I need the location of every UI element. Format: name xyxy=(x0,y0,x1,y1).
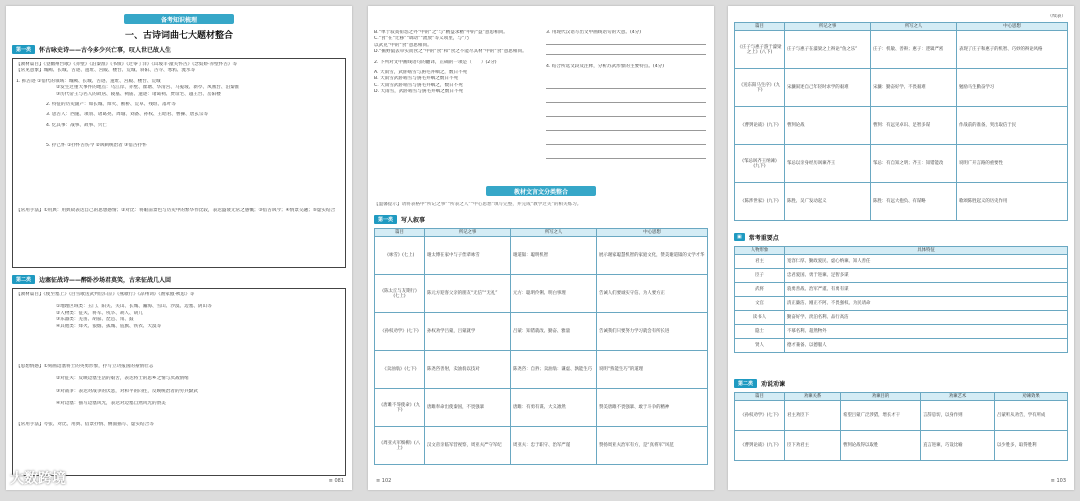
text-line: ③对战争：表达对战争的厌恶，对和平的向往，反映统治者的穷兵黩武 xyxy=(56,388,198,394)
table-cell: 骁勇善战、治军严谨、有勇有谋 xyxy=(785,283,1068,297)
table-cell: 宋濂：勤奋好学、不畏艰难 xyxy=(871,69,957,107)
table-cell: 《唐雎不辱使命》(九下) xyxy=(375,389,425,427)
table-cell: 曹刿：有远见卓识、足智多谋 xyxy=(871,107,957,145)
tip-text: 【温馨提示】请将表格中“所记之事”“所表之人”“中心思想”填写完整，并完成“教学过关”的相关练习。 xyxy=(374,202,582,207)
section-title: 边塞征战诗——醉卧沙场君莫笑，古来征战几人回 xyxy=(39,276,172,284)
table-cell: 唐雎奉命出使秦国，不畏强暴 xyxy=(425,389,511,427)
table-cell: 告诫人们要诚实守信、为人要方正 xyxy=(597,275,708,313)
table-cell: 告诫我们只要努力学习就会有所长进 xyxy=(597,313,708,351)
table-row xyxy=(735,401,1068,431)
column-header: 具体特征 xyxy=(785,247,1068,255)
text-line: ②对征夫：反映边塞生活的艰苦，表达将士的思乡之情与厌战情绪 xyxy=(56,376,189,382)
text-line: 【教材篇目】《使至塞上》《白雪歌送武判官归京》《燕歌行》《凉州词》《渔家傲·秋思》等 xyxy=(16,292,195,297)
table-cell: 宋濂叙述自己年轻时求学的艰难 xyxy=(785,69,871,107)
text-line: D.“掘野鼠去草实而食之”中的“食”和“食之不能尽其材”中的“食”意思相同。 xyxy=(374,49,527,55)
text-line: 【常用手法】①用典：用典故表达自己的思想感情；②对比：将眼前景色与历史中的繁华作比较，表达盛衰无常之感慨；③借古讽今；④情景交融；⑤虚实结合 xyxy=(16,207,336,213)
table-cell: 《周亚夫军细柳》(八上) xyxy=(375,427,425,465)
table-row xyxy=(735,283,1068,297)
table-cell: 《陈太丘与友期行》(七上) xyxy=(375,275,425,313)
page-number: ≡ 103 xyxy=(1050,478,1066,484)
table-row xyxy=(735,107,1068,145)
table-cell: 勉励马生勤奋学习 xyxy=(957,69,1068,107)
text-line: 3. 思古人：西施、项羽、诸葛亮、周瑜、刘备、孙权、王昭君、曹操、唐玄宗等 xyxy=(46,112,209,118)
text-line: ①地理区域类：玉门、阳关、关山、长城、瀚海、雪山、沙漠、边塞、阴山等 xyxy=(56,304,212,310)
table-cell: 赞扬周亚夫治军有方，是“真将军”风范 xyxy=(597,427,708,465)
table-cell: 谢太傅在家中与子侄辈咏雪 xyxy=(425,237,511,275)
table-cell: 不慕名利、超然物外 xyxy=(785,325,1068,339)
table-cell: 《孙权劝学》(七下) xyxy=(375,313,425,351)
text-line: ②发生过重大事件的地点：乌江岸、赤壁、瞿塘、华清宫、马嵬坡、新亭、凤凰台、泊秦淮 xyxy=(56,85,240,91)
table-cell: 臣下劝君主 xyxy=(785,431,841,461)
text-line: D. 天雨雪，武卧啮雪与旃毛并咽之数日不死 xyxy=(374,89,464,95)
page-number: ≡ 102 xyxy=(376,478,392,484)
table-row xyxy=(375,351,708,389)
table-cell: 表现了庄子和惠子的机智、巧妙的辩论风格 xyxy=(957,31,1068,69)
table-cell: 汉文帝亲临军营视察，周亚夫严守军纪 xyxy=(425,427,511,465)
table-cell: 邹忌：有自知之明；齐王：知错能改 xyxy=(871,145,957,183)
section-title: 怀古咏史诗——古今多少兴亡事，叹人世已故人生 xyxy=(39,46,172,54)
lesson-table xyxy=(374,228,708,465)
text-line: 以武克”中的“食”意思相同。 xyxy=(374,42,432,48)
column-header: 所记之事 xyxy=(425,229,511,237)
table-row xyxy=(375,427,708,465)
column-header: 劝谏目的 xyxy=(841,393,921,401)
text-line: B.“单于寂寞衔怨之外”中的“之”与“精益求精”中的“益”意思相同。 xyxy=(374,30,508,35)
section-content-2 xyxy=(12,288,346,476)
table-cell: 陈元方迎客父亲的朋友“无信”“无礼” xyxy=(425,275,511,313)
column-header: 篇目 xyxy=(375,229,425,237)
text-line: 1. 抓古迹 ①借代的领域：城阙、长城、古迹、遗址、宫殿、楼台、荒城 xyxy=(16,78,161,84)
text-line: C. 天雨雪武卧啮雪与旃毛并咽之，数日不死 xyxy=(374,82,463,88)
text-line: 4. 结合所选文段及注释，分析苏武形象的主要特点。(4分) xyxy=(546,64,665,70)
section-number: 第一类 xyxy=(374,215,397,224)
table-cell: 言辞恳切，以身作则 xyxy=(921,401,995,431)
table-row xyxy=(735,31,1068,69)
table-cell: 庄子：机敏、善辩；惠子：逻辑严密 xyxy=(871,31,957,69)
table-cell: 《曹刿论战》(九下) xyxy=(735,431,785,461)
table-cell: 勤奋好学、淡泊名利、品行高洁 xyxy=(785,311,1068,325)
table-cell: 赞美唐雎不畏强暴、敢于斗争的精神 xyxy=(597,389,708,427)
banner-label: 教材文言文分类整合 xyxy=(486,186,596,196)
table-row xyxy=(375,275,708,313)
text-line: ④其他类：烽火、狼烟、孤城、旌旗、铁衣、大漠等 xyxy=(56,323,162,329)
section-heading xyxy=(374,214,425,224)
table-cell: 唐雎：有勇有谋、大义凛然 xyxy=(511,389,597,427)
table-cell: 德才兼备、以德服人 xyxy=(785,339,1068,353)
banner-label: 备考知识梳理 xyxy=(124,14,234,24)
table-row xyxy=(375,313,708,351)
table-cell: 周亚夫：忠于职守、治军严谨 xyxy=(511,427,597,465)
table-row xyxy=(735,297,1068,311)
table-cell: 陈尧咨：自矜；卖油翁：谦虚、孰能生巧 xyxy=(511,351,597,389)
column-header: 劝谏艺术 xyxy=(921,393,995,401)
table-cell: 君主劝臣下 xyxy=(785,401,841,431)
text-line: 【思想情感】①刻画边塞将士的英勇形象，抒写立功报国的豪情壮志 xyxy=(16,364,154,370)
section-heading-2 xyxy=(12,274,171,284)
page-081 xyxy=(6,6,352,490)
text-line: C.“食”在“迁移”“调动”“流放”等义项里，与“乃 xyxy=(374,36,469,42)
column-header: 所记之事 xyxy=(785,23,871,31)
section-number: 第二类 xyxy=(12,275,35,284)
question-column-right xyxy=(546,30,708,71)
table-cell: 展示谢家聪慧机智的家庭文化，赞美谢道韫的文学才华 xyxy=(597,237,708,275)
table-cell: 说明广开言路的重要性 xyxy=(957,145,1068,183)
persuasion-table xyxy=(734,392,1068,461)
table-cell: 《卖油翁》(七下) xyxy=(375,351,425,389)
text-line: 4. 忆其事：战事、故事、兴亡 xyxy=(46,122,107,128)
table-cell: 谢道韫：聪明机智 xyxy=(511,237,597,275)
section-heading xyxy=(734,232,779,242)
question-column-left xyxy=(374,30,540,96)
table-cell: 陈胜：有远大抱负、有谋略 xyxy=(871,183,957,221)
text-line: ③乐器类：羌笛、胡笳、琵琶、角、鼓 xyxy=(56,317,134,323)
text-line: ③历代帝王与名人的故居、陵墓、祠庙、遗迹：诸葛祠、贾谊宅、越王台、岳阳楼 xyxy=(56,91,221,97)
table-cell: 吕蒙：知错就改、勤奋、雅量 xyxy=(511,313,597,351)
table-cell: 陈胜、吴广发动起义 xyxy=(785,183,871,221)
table-cell: 忠君爱国、勇于进谏、足智多谋 xyxy=(785,269,1068,283)
table-cell: 歌颂陈胜起义的历史作用 xyxy=(957,183,1068,221)
section-title: 写人叙事 xyxy=(401,216,426,224)
section-number: 第一类 xyxy=(12,45,35,54)
section-title: 常考重要点 xyxy=(748,234,779,242)
table-cell: 《陈涉世家》(九下) xyxy=(735,183,785,221)
table-cell: 《庄子与惠子游于濠梁之上》(八下) xyxy=(735,31,785,69)
table-row xyxy=(375,237,708,275)
column-header: 劝谏效果 xyxy=(995,393,1068,401)
table-cell: 曹刿论战 xyxy=(785,107,871,145)
table-cell: 作战前的准备，突出取信于民 xyxy=(957,107,1068,145)
table-cell: 陈尧咨善射，卖油翁以技对 xyxy=(425,351,511,389)
page-103 xyxy=(728,6,1074,490)
character-traits-table xyxy=(734,246,1068,353)
table-cell: 吕蒙听从劝告，学有所成 xyxy=(995,401,1068,431)
text-line: B. 天雨雪武卧啮雪与旃毛并咽之数日不死 xyxy=(374,76,459,82)
watermark-logo: 大数跨境 xyxy=(10,471,66,487)
column-header: 人物形象 xyxy=(735,247,785,255)
text-line: ④对边塞：描写边塞风光，表达对边塞自然风光的赞美 xyxy=(56,401,166,407)
section-heading-2 xyxy=(734,378,785,388)
table-cell: 以少胜多，取得胜利 xyxy=(995,431,1068,461)
table-cell: 庄子与惠子在濠梁之上辩论“鱼之乐” xyxy=(785,31,871,69)
table-cell: 元方：聪明伶俐、明白事理 xyxy=(511,275,597,313)
table-row xyxy=(735,145,1068,183)
text-line: 【常见意象】城阙、长城、古迹、遗址、宫殿、楼台、荒城、斜阳、古寺、寒鸦、流水等 xyxy=(16,68,196,74)
table-cell: 臣子 xyxy=(735,269,785,283)
continued-label: （续表） xyxy=(1047,14,1066,19)
table-cell: 清正廉洁、刚正不阿、不畏强权、为民请命 xyxy=(785,297,1068,311)
table-cell: 隐士 xyxy=(735,325,785,339)
column-header: 中心思想 xyxy=(957,23,1068,31)
page-102 xyxy=(368,6,714,490)
table-row xyxy=(735,269,1068,283)
table-cell: 《邹忌讽齐王纳谏》(九下) xyxy=(735,145,785,183)
column-header: 篇目 xyxy=(735,23,785,31)
text-line: ②人物类：征夫、将军、戍卒、胡人、胡儿 xyxy=(56,310,143,316)
text-line: 2. 下列对文中画线语句的翻译，正确的一项是（ ）(2分) xyxy=(374,59,497,65)
table-cell: 武将 xyxy=(735,283,785,297)
text-line: 2. 特征的历史副产：如长城、烽火、断桥、荒草、残垣、落叶等 xyxy=(46,102,176,108)
table-cell: 宽容仁厚、勤政爱民、虚心纳谏、知人善任 xyxy=(785,255,1068,269)
table-cell: 《曹刿论战》(九下) xyxy=(735,107,785,145)
table-row xyxy=(735,431,1068,461)
table-row xyxy=(735,183,1068,221)
table-cell: 孙权劝学吕蒙，吕蒙就学 xyxy=(425,313,511,351)
table-cell: 文官 xyxy=(735,297,785,311)
lesson-table-continued xyxy=(734,22,1068,221)
table-row xyxy=(735,69,1068,107)
table-cell: 希望吕蒙广泛涉猎，增长才干 xyxy=(841,401,921,431)
table-cell: 君主 xyxy=(735,255,785,269)
section-heading-1 xyxy=(12,44,171,54)
table-cell: 曹刿论战得以取胜 xyxy=(841,431,921,461)
table-row xyxy=(735,339,1068,353)
table-row xyxy=(735,311,1068,325)
section-content-1 xyxy=(12,58,346,268)
column-header: 劝谏关系 xyxy=(785,393,841,401)
text-line: 3. 用现代汉语写出文中画线语句的大意。(4分) xyxy=(546,30,642,35)
section-icon: ▣ xyxy=(734,233,745,241)
table-cell: 读书人 xyxy=(735,311,785,325)
page-title: 一、古诗词曲七大题材整合 xyxy=(124,31,233,41)
table-cell: 直言进谏，巧设比喻 xyxy=(921,431,995,461)
section-title: 劝说劝谏 xyxy=(761,380,786,388)
table-cell: 《孙权劝学》(七下) xyxy=(735,401,785,431)
page-number: ≡ 081 xyxy=(328,478,344,484)
column-header: 中心思想 xyxy=(597,229,708,237)
column-header: 篇目 xyxy=(735,393,785,401)
table-cell: 邹忌以亲身经历讽谏齐王 xyxy=(785,145,871,183)
table-row xyxy=(375,389,708,427)
table-cell: 说明“熟能生巧”的道理 xyxy=(597,351,708,389)
text-line: 【教材篇目】《登幽州台歌》《赤壁》《泊秦淮》《书愤》《过零丁洋》《山坡羊·潼关怀古》《念奴娇·赤壁怀古》等 xyxy=(16,62,238,67)
text-line: 5. 抒己怀 ①抒怀古伤今 ②讽刺统治者 ③借古抒怀 xyxy=(46,143,147,149)
table-cell: 《送东阳马生序》(九下) xyxy=(735,69,785,107)
text-line: 【常用手法】夸张、对比、用典、借景抒情、侧面描写、虚实结合等 xyxy=(16,421,154,427)
column-header: 所写之人 xyxy=(511,229,597,237)
column-header: 所写之人 xyxy=(871,23,957,31)
table-cell: 《咏雪》(七上) xyxy=(375,237,425,275)
table-row xyxy=(735,325,1068,339)
text-line: A. 天雨雪，武卧啮雪与旃毛并咽之，数日不死 xyxy=(374,70,468,76)
table-cell: 贤人 xyxy=(735,339,785,353)
table-row xyxy=(735,255,1068,269)
section-number: 第二类 xyxy=(734,379,757,388)
